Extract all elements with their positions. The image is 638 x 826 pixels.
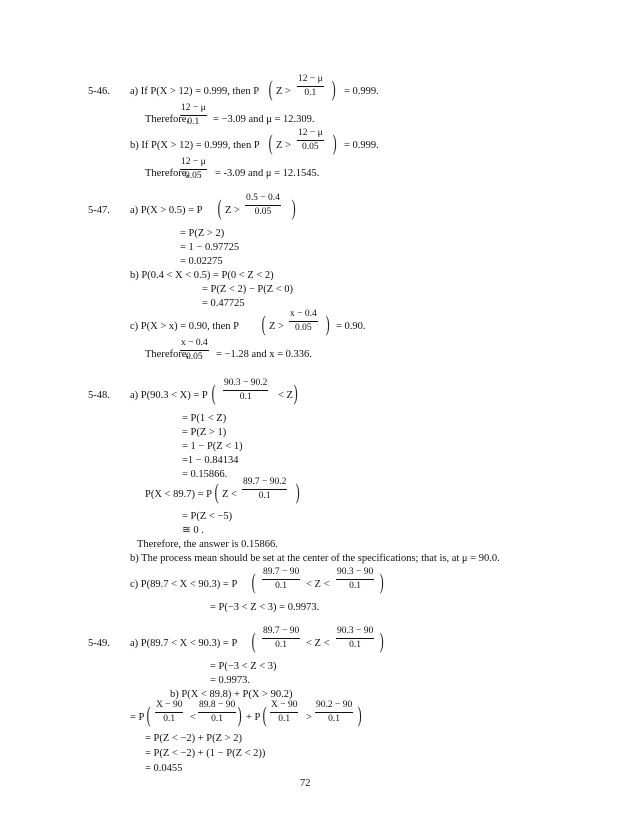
problem-label: 5-47.: [88, 205, 110, 216]
fraction: $\frac{89.8 - 90}{0.1}$: [199, 700, 236, 724]
eq-text: Therefore,: [145, 168, 190, 179]
eq-text: Therefore,: [145, 114, 190, 125]
eq-text: Z >: [276, 140, 291, 151]
right-paren: ): [325, 311, 330, 336]
answer-text: Therefore, the answer is 0.15866.: [137, 539, 278, 550]
eq-text: = 0.47725: [202, 298, 245, 309]
eq-text: b) If P(X > 12) = 0.999, then P: [130, 140, 260, 151]
eq-text: = P(−3 < Z < 3) = 0.9973.: [210, 602, 320, 613]
eq-text: <: [190, 712, 196, 723]
left-paren: (: [268, 76, 273, 101]
problem-label: 5-49.: [88, 638, 110, 649]
left-paren: (: [211, 380, 216, 405]
right-paren: ): [331, 76, 336, 101]
eq-text: P(X < 89.7) = P: [145, 489, 212, 500]
fraction: $\frac{89.7 - 90}{0.1}$: [263, 567, 300, 591]
left-paren: (: [217, 195, 222, 220]
eq-text: c) P(X > x) = 0.90, then P: [130, 321, 239, 332]
right-paren: ): [332, 130, 337, 155]
eq-text: Therefore,: [145, 349, 190, 360]
fraction: $\frac{90.3 - 90.2}{0.1}$: [224, 378, 268, 402]
eq-text: = 0.90.: [336, 321, 366, 332]
fraction: $\frac{x - 0.4}{0.05}$: [290, 309, 317, 333]
right-paren: ): [237, 702, 242, 727]
eq-text: < Z <: [306, 638, 330, 649]
fraction: $\frac{0.5 - 0.4}{0.05}$: [246, 193, 280, 217]
eq-text: = P(Z < −2) + (1 − P(Z < 2)): [145, 748, 266, 759]
eq-text: = P(−3 < Z < 3): [210, 661, 277, 672]
eq-text: = 0.0455: [145, 763, 183, 774]
eq-text: a) If P(X > 12) = 0.999, then P: [130, 86, 260, 97]
fraction: $\frac{90.3 - 90}{0.1}$: [337, 567, 374, 591]
right-paren: ): [379, 628, 384, 653]
eq-text: = P(Z > 1): [182, 427, 227, 438]
eq-text: = P(Z < 2) − P(Z < 0): [202, 284, 294, 295]
right-paren: ): [295, 479, 300, 504]
right-paren: ): [357, 702, 362, 727]
left-paren: (: [261, 311, 266, 336]
eq-text: = 0.9973.: [210, 675, 251, 686]
left-paren: (: [262, 702, 267, 727]
fraction: $\frac{12 - \mu}{0.05}$: [298, 128, 323, 152]
fraction: $\frac{X - 90}{0.1}$: [156, 700, 183, 724]
eq-text: = 1 − P(Z < 1): [182, 441, 243, 452]
eq-text: = P(Z > 2): [180, 228, 225, 239]
page-number: 72: [300, 778, 311, 789]
eq-text: = P: [130, 712, 145, 723]
eq-text: Z >: [276, 86, 291, 97]
eq-text: c) P(89.7 < X < 90.3) = P: [130, 579, 238, 590]
fraction: $\frac{90.3 - 90}{0.1}$: [337, 626, 374, 650]
left-paren: (: [268, 130, 273, 155]
eq-text: = 0.15866.: [182, 469, 228, 480]
fraction: $\frac{12 - \mu}{0.05}$: [181, 157, 206, 181]
eq-text: = 0.02275: [180, 256, 223, 267]
fraction: $\frac{89.7 - 90.2}{0.1}$: [243, 477, 287, 501]
left-paren: (: [251, 628, 256, 653]
right-paren: ): [291, 195, 296, 220]
fraction: $\frac{89.7 - 90}{0.1}$: [263, 626, 300, 650]
eq-text: b) P(X < 89.8) + P(X > 90.2): [170, 689, 293, 700]
eq-text: a) P(X > 0.5) = P: [130, 205, 203, 216]
fraction: $\frac{90.2 - 90}{0.1}$: [316, 700, 353, 724]
right-paren: ): [293, 380, 298, 405]
eq-text: ≅ 0 .: [182, 525, 204, 536]
eq-text: = −1.28 and x = 0.336.: [216, 349, 312, 360]
right-paren: ): [379, 569, 384, 594]
left-paren: (: [251, 569, 256, 594]
eq-text: = P(1 < Z): [182, 413, 227, 424]
eq-text: Z >: [225, 205, 240, 216]
eq-text: < Z <: [306, 579, 330, 590]
eq-text: Z >: [269, 321, 284, 332]
eq-text: = P(Z < −5): [182, 511, 233, 522]
left-paren: (: [214, 479, 219, 504]
eq-text: = 0.999.: [344, 140, 379, 151]
eq-text: = P(Z < −2) + P(Z > 2): [145, 733, 242, 744]
eq-text: = -3.09 and μ = 12.1545.: [215, 168, 320, 179]
eq-text: =1 − 0.84134: [182, 455, 239, 466]
fraction: $\frac{x - 0.4}{0.05}$: [181, 338, 208, 362]
fraction: $\frac{12 - \mu}{0.1}$: [181, 103, 206, 127]
eq-text: < Z: [278, 390, 293, 401]
eq-text: >: [306, 712, 312, 723]
eq-text: b) P(0.4 < X < 0.5) = P(0 < Z < 2): [130, 270, 274, 281]
eq-text: = 1 − 0.97725: [180, 242, 240, 253]
eq-text: a) P(90.3 < X) = P: [130, 390, 208, 401]
eq-text: b) The process mean should be set at the center of the specifications; that is, at μ = 90.0.: [130, 553, 500, 564]
eq-text: + P: [246, 712, 261, 723]
eq-text: = 0.999.: [344, 86, 379, 97]
problem-label: 5-46.: [88, 86, 110, 97]
eq-text: = −3.09 and μ = 12.309.: [213, 114, 315, 125]
fraction: $\frac{X - 90}{0.1}$: [271, 700, 298, 724]
eq-text: Z <: [222, 489, 237, 500]
problem-label: 5-48.: [88, 390, 110, 401]
eq-text: a) P(89.7 < X < 90.3) = P: [130, 638, 238, 649]
fraction: $\frac{12 - \mu}{0.1}$: [298, 74, 323, 98]
left-paren: (: [146, 702, 151, 727]
